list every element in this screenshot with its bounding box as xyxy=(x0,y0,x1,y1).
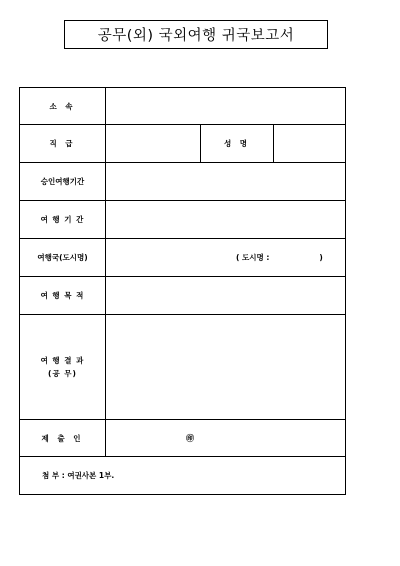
row-submitter xyxy=(20,420,346,457)
seal-mark: ㊞ xyxy=(186,433,194,443)
row-approved-period xyxy=(20,163,346,201)
travel-period-label: 여 행 기 간 xyxy=(20,201,106,239)
affiliation-field[interactable] xyxy=(106,88,346,125)
city-name-prefix: ( 도시명 : xyxy=(236,253,270,262)
destination-field[interactable] xyxy=(106,239,346,277)
rank-label: 직 급 xyxy=(20,125,106,163)
purpose-label: 여 행 목 적 xyxy=(20,277,106,315)
approved-period-field[interactable] xyxy=(106,163,346,201)
result-label-line1: 여 행 결 과 xyxy=(40,356,85,365)
result-field[interactable] xyxy=(106,315,346,420)
report-form-table xyxy=(19,87,346,495)
travel-period-field[interactable] xyxy=(106,201,346,239)
result-label xyxy=(20,315,106,420)
purpose-field[interactable] xyxy=(106,277,346,315)
row-affiliation xyxy=(20,88,346,125)
submitter-field[interactable] xyxy=(106,420,346,457)
approved-period-label: 승인여행기간 xyxy=(20,163,106,201)
affiliation-label: 소 속 xyxy=(20,88,106,125)
row-destination xyxy=(20,239,346,277)
name-label: 성 명 xyxy=(201,125,274,163)
row-purpose xyxy=(20,277,346,315)
submitter-label: 제 출 인 xyxy=(20,420,106,457)
document-title: 공무(외) 국외여행 귀국보고서 xyxy=(64,20,328,49)
row-rank-name xyxy=(20,125,346,163)
row-attachment xyxy=(20,457,346,495)
city-name-suffix: ) xyxy=(319,253,323,262)
name-field[interactable] xyxy=(274,125,346,163)
destination-label: 여행국(도시명) xyxy=(20,239,106,277)
result-label-line2: (공 무) xyxy=(48,369,77,378)
row-result xyxy=(20,315,346,420)
rank-field[interactable] xyxy=(106,125,201,163)
row-travel-period xyxy=(20,201,346,239)
attachment-note: 첨 부 : 여권사본 1부. xyxy=(20,457,346,495)
